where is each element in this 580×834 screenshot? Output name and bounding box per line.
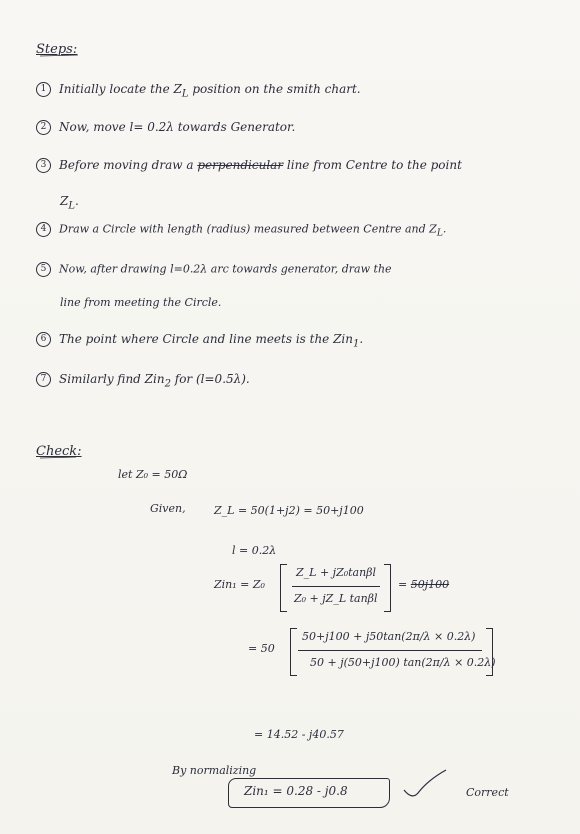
step-5-text: Now, after drawing l=0.2λ arc towards generator, draw the [59,262,392,276]
normalizing-label: By normalizing [172,764,257,777]
given-equation: Z_L = 50(1+j2) = 50+j100 [214,504,364,517]
step-2-text: Now, move l= 0.2λ towards Generator. [59,120,296,134]
step-3-text-b: line from Centre to the point [286,158,462,172]
given-label: Given, [150,502,186,515]
check-heading: Check: [36,444,82,459]
step-6-text: The point where Circle and line meets is the Zin [59,332,353,346]
step-number: 5 [36,262,51,277]
step-number: 4 [36,222,51,237]
step-7-text: Similarly find Zin [59,372,165,386]
step-7-tail: for (l=0.5λ). [170,372,250,386]
result-value: = 14.52 - j40.57 [254,728,344,741]
step-6-sub: 1 [353,338,360,350]
step-7-sub: 2 [164,378,171,390]
fraction-2-numerator: 50+j100 + j50tan(2π/λ × 0.2λ) [302,630,476,643]
step-3-cont-tail: . [74,194,79,208]
step-4-text: Draw a Circle with length (radius) measured between Centre and Z [59,222,437,236]
step-5-continuation: line from meeting the Circle. [60,296,222,309]
step-number: 6 [36,332,51,347]
step-4-sub: L [436,227,443,239]
let-statement: let Z₀ = 50Ω [118,468,188,481]
fraction-2-denominator: 50 + j(50+j100) tan(2π/λ × 0.2λ) [310,656,496,669]
step-3-cont-sub: L [68,200,75,212]
struck-value: 50j100 [410,578,450,591]
step-1-sub: L [181,88,189,100]
step-1-text: Initially locate the Z [59,82,182,96]
step-3-text-a: Before moving draw a [59,158,194,172]
step-number: 1 [36,82,51,97]
step-3-struck-word: perpendicular [197,158,284,172]
steps-heading: Steps: [36,42,78,57]
step-3-cont: Z [60,194,69,208]
equals-sign: = [398,578,411,591]
step-1-tail: position on the smith chart. [188,82,361,96]
step-6-tail: . [359,332,364,346]
zin-lhs: Zin₁ = Z₀ [214,578,265,591]
step-number: 7 [36,372,51,387]
final-answer: Zin₁ = 0.28 - j0.8 [244,784,348,798]
eq2-lhs: = 50 [248,642,275,655]
step-number: 3 [36,158,51,173]
length-value: l = 0.2λ [232,544,277,557]
fraction-1-numerator: Z_L + jZ₀tanβl [296,566,377,579]
fraction-1-denominator: Z₀ + jZ_L tanβl [294,592,378,605]
step-4-tail: . [442,222,447,236]
correct-label: Correct [466,786,509,799]
step-number: 2 [36,120,51,135]
